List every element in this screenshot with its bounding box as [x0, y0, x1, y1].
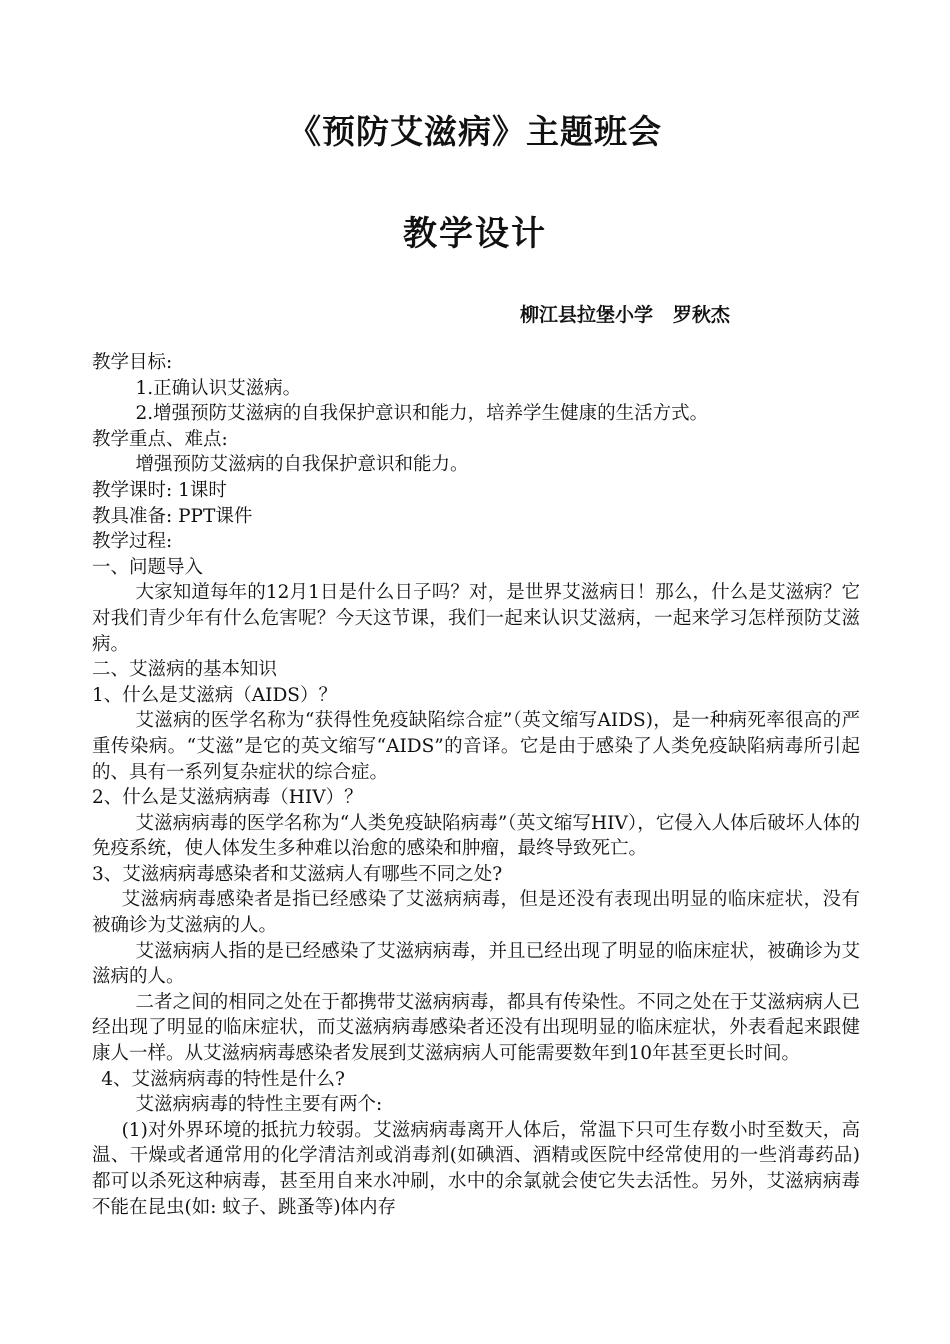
subsection-heading: 4、艾滋病病毒的特性是什么? — [101, 1068, 345, 1090]
paragraph: 艾滋病病毒的医学名称为“人类免疫缺陷病毒”（英文缩写HIV），它侵入人体后破坏人体的免疫系统，使人体发生多种难以治愈的感染和肿瘤，最终导致死亡。 — [92, 812, 860, 860]
section-heading: 教学过程: — [92, 531, 173, 553]
section-heading: 二、艾滋病的基本知识 — [92, 659, 278, 681]
paragraph: 大家知道每年的12月1日是什么日子吗？对，是世界艾滋病日！那么，什么是艾滋病？它对我们青少年有什么危害呢？今天这节课，我们一起来认识艾滋病，一起来学习怎样预防艾滋病。 — [92, 582, 860, 655]
paragraph: 增强预防艾滋病的自我保护意识和能力。 — [135, 454, 469, 476]
list-item: 2.增强预防艾滋病的自我保护意识和能力，培养学生健康的生活方式。 — [135, 403, 709, 425]
paragraph: 艾滋病病人指的是已经感染了艾滋病病毒，并且已经出现了明显的临床症状，被确诊为艾滋病的人。 — [92, 940, 860, 988]
paragraph: (1)对外界环境的抵抗力较弱。艾滋病病毒离开人体后，常温下只可生存数小时至数天，高温、干燥或者通常用的化学清洁剂或消毒剂(如碘酒、酒精或医院中经常使用的一些消毒药品)都可以杀死这种病毒，甚至用自来水冲刷，水中的余氯就会使它失去活性。另外，艾滋病病毒不能在昆虫(如: 蚊子、跳蚤等)体内存 — [92, 1119, 860, 1218]
paragraph: 艾滋病的医学名称为“获得性免疫缺陷综合症”（英文缩写AIDS)，是一种病死率很高的严重传染病。“艾滋”是它的英文缩写“AIDS”的音译。它是由于感染了人类免疫缺陷病毒所引起的、具有一系列复杂症状的综合症。 — [92, 710, 860, 783]
paragraph: 艾滋病病毒的特性主要有两个: — [135, 1094, 383, 1116]
paragraph: 艾滋病病毒感染者是指已经感染了艾滋病病毒，但是还没有表现出明显的临床症状，没有被确诊为艾滋病的人。 — [92, 889, 860, 937]
info-line: 教学课时: 1课时 — [92, 479, 227, 501]
subsection-heading: 3、艾滋病病毒感染者和艾滋病人有哪些不同之处? — [92, 863, 503, 885]
section-heading: 教学目标: — [92, 352, 173, 373]
section-heading: 教学重点、难点: — [92, 428, 228, 450]
paragraph: 二者之间的相同之处在于都携带艾滋病病毒，都具有传染性。不同之处在于艾滋病病人已经出现了明显的临床症状，而艾滋病病毒感染者还没有出现明显的临床症状，外表看起来跟健康人一样。从艾滋病病毒感染者发展到艾滋病病人可能需要数年到10年甚至更长时间。 — [92, 991, 860, 1065]
info-line: 教具准备: PPT课件 — [92, 505, 253, 527]
section-heading: 一、问题导入 — [92, 556, 204, 578]
subsection-heading: 1、什么是艾滋病（AIDS）？ — [92, 684, 337, 706]
document-subtitle: 教学设计 — [403, 214, 547, 254]
author-line: 柳江县拉堡小学 罗秋杰 — [520, 304, 730, 326]
document-body — [92, 350, 860, 1220]
document-title: 《预防艾滋病》主题班会 — [288, 112, 662, 151]
list-item: 1.正确认识艾滋病。 — [135, 377, 302, 399]
subsection-heading: 2、什么是艾滋病病毒（HIV）？ — [92, 787, 363, 809]
